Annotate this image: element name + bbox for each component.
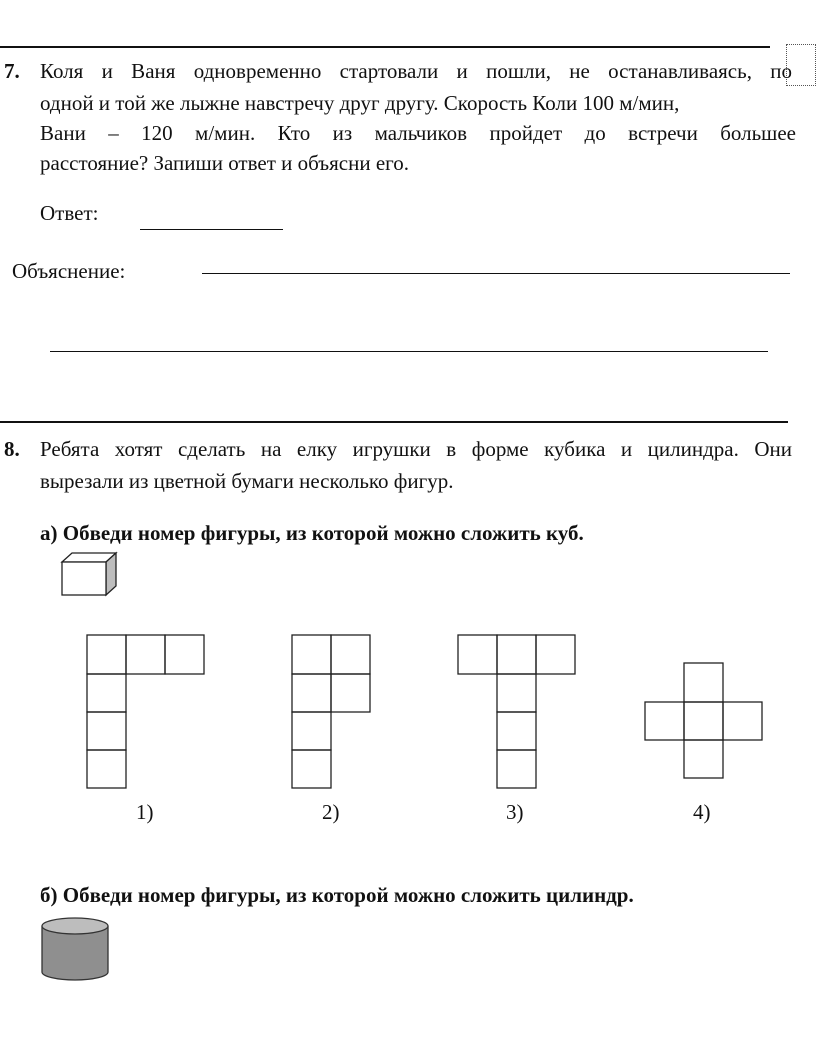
task7-text-line4: расстояние? Запиши ответ и объясни его. — [40, 151, 410, 175]
net-figure-1[interactable] — [86, 634, 206, 792]
explanation-line-2[interactable] — [50, 351, 768, 352]
net-figure-3[interactable] — [457, 634, 579, 792]
top-divider — [0, 46, 770, 48]
task8-text-line1: Ребята хотят сделать на елку игрушки в форме кубика и цилиндра. Они — [40, 437, 792, 461]
cylinder-icon — [40, 916, 110, 982]
task8-text-line2: вырезали из цветной бумаги несколько фигур. — [40, 469, 454, 493]
section-divider — [0, 421, 788, 423]
task7-number: 7. — [4, 59, 20, 83]
answer-line[interactable] — [140, 229, 283, 230]
net-figure-2[interactable] — [291, 634, 373, 792]
answer-label: Ответ: — [40, 201, 99, 225]
part-a-instruction: а) Обведи номер фигуры, из которой можно сложить куб. — [40, 521, 584, 545]
cube-icon — [60, 550, 120, 600]
task8-number: 8. — [4, 437, 20, 461]
task7-text-line2: одной и той же лыжне навстречу друг другу. Скорость Коли 100 м/мин, — [40, 91, 680, 115]
figure-label-3[interactable]: 3) — [506, 800, 524, 824]
task7-text-line1: Коля и Ваня одновременно стартовали и пошли, не останавливаясь, по — [40, 59, 792, 83]
net-figure-4[interactable] — [644, 662, 766, 782]
figure-label-2[interactable]: 2) — [322, 800, 340, 824]
part-b-instruction: б) Обведи номер фигуры, из которой можно сложить цилиндр. — [40, 883, 634, 907]
explanation-label: Объяснение: — [12, 259, 126, 283]
explanation-line-1[interactable] — [202, 273, 790, 274]
figure-label-1[interactable]: 1) — [136, 800, 154, 824]
task7-text-line3: Вани – 120 м/мин. Кто из мальчиков пройдет до встречи большее — [40, 121, 796, 145]
figure-label-4[interactable]: 4) — [693, 800, 711, 824]
